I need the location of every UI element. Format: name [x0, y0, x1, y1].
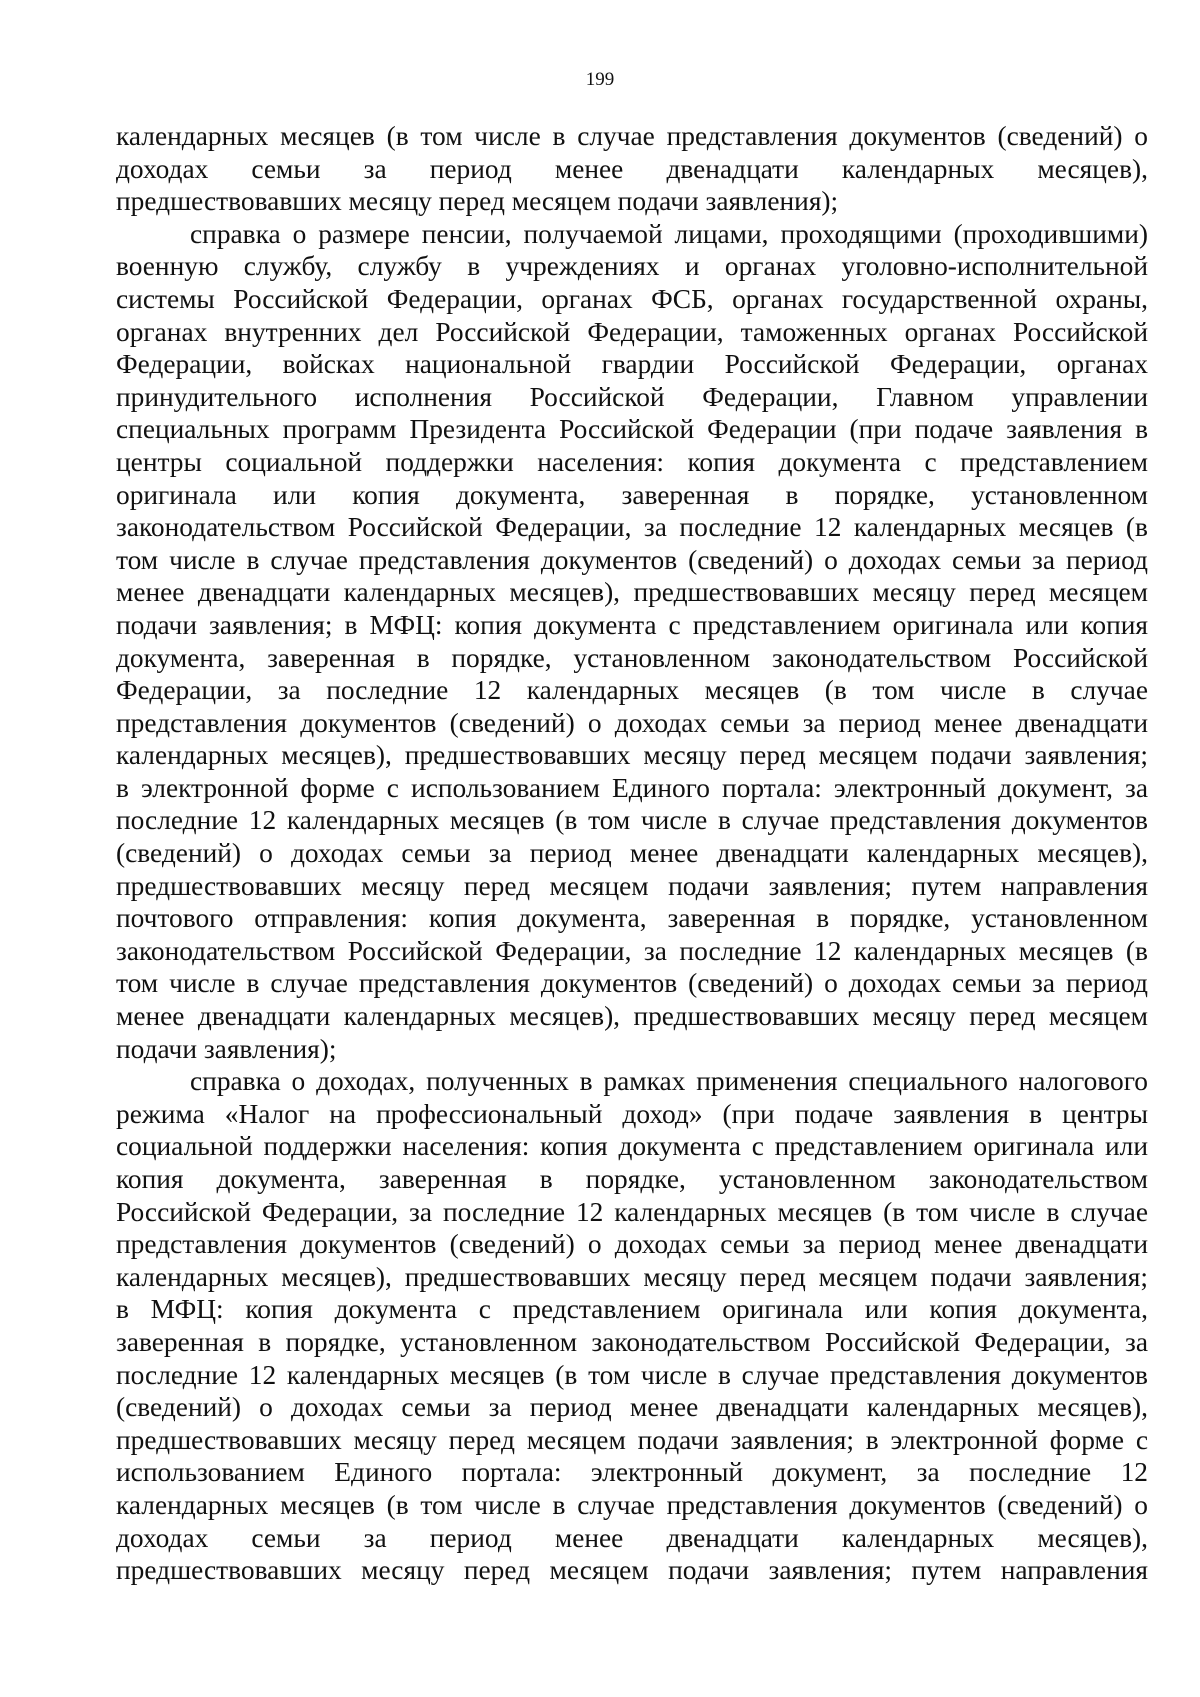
document-body	[116, 120, 1148, 1587]
text-line: менее двенадцати календарных месяцев), предшествовавших месяцу перед месяцем	[116, 577, 1148, 608]
text-line: справка о размере пенсии, получаемой лицами, проходящими (проходившими)	[190, 218, 1148, 249]
text-line: военную службу, службу в учреждениях и органах уголовно-исполнительной	[116, 251, 1148, 282]
text-line: принудительного исполнения Российской Федерации, Главном управлении	[116, 381, 1148, 412]
text-line: законодательством Российской Федерации, за последние 12 календарных месяцев (в	[116, 512, 1148, 543]
text-line: подачи заявления);	[116, 1033, 337, 1064]
text-line: доходах семьи за период менее двенадцати календарных месяцев),	[116, 1522, 1148, 1553]
paragraph-1	[116, 120, 1148, 218]
text-line: системы Российской Федерации, органах ФСБ, органах государственной охраны,	[116, 283, 1148, 314]
text-line: последние 12 календарных месяцев (в том числе в случае представления документов	[116, 805, 1148, 836]
text-line: календарных месяцев), предшествовавших месяцу перед месяцем подачи заявления;	[116, 1261, 1148, 1292]
text-line: доходах семьи за период менее двенадцати календарных месяцев),	[116, 153, 1148, 184]
text-line: заверенная в порядке, установленном законодательством Российской Федерации, за	[116, 1326, 1148, 1357]
text-line: законодательством Российской Федерации, за последние 12 календарных месяцев (в	[116, 935, 1148, 966]
text-line: центры социальной поддержки населения: копия документа с представлением	[116, 446, 1148, 477]
text-line: календарных месяцев (в том числе в случае представления документов (сведений) о	[116, 1489, 1148, 1520]
text-line: том числе в случае представления документов (сведений) о доходах семьи за период	[116, 544, 1148, 575]
text-line: Федерации, войсках национальной гвардии Российской Федерации, органах	[116, 349, 1148, 380]
text-line: представления документов (сведений) о доходах семьи за период менее двенадцати	[116, 707, 1148, 738]
text-line: календарных месяцев), предшествовавших месяцу перед месяцем подачи заявления;	[116, 740, 1148, 771]
text-line: представления документов (сведений) о доходах семьи за период менее двенадцати	[116, 1229, 1148, 1260]
text-line: предшествовавших месяцу перед месяцем подачи заявления);	[116, 186, 839, 217]
text-line: последние 12 календарных месяцев (в том числе в случае представления документов	[116, 1359, 1148, 1390]
text-line: предшествовавших месяцу перед месяцем подачи заявления; в электронной форме с	[116, 1424, 1148, 1455]
text-line: специальных программ Президента Российской Федерации (при подаче заявления в	[116, 414, 1148, 445]
text-line: Федерации, за последние 12 календарных месяцев (в том числе в случае	[116, 675, 1148, 706]
paragraph-2	[116, 218, 1148, 1065]
text-line: использованием Единого портала: электронный документ, за последние 12	[116, 1457, 1148, 1488]
text-line: оригинала или копия документа, заверенная в порядке, установленном	[116, 479, 1148, 510]
text-line: Российской Федерации, за последние 12 календарных месяцев (в том числе в случае	[116, 1196, 1148, 1227]
paragraph-3	[116, 1065, 1148, 1587]
text-line: менее двенадцати календарных месяцев), предшествовавших месяцу перед месяцем	[116, 1001, 1148, 1032]
text-line: подачи заявления; в МФЦ: копия документа с представлением оригинала или копия	[116, 609, 1148, 640]
page-number: 199	[585, 69, 615, 90]
text-line: в электронной форме с использованием Единого портала: электронный документ, за	[116, 772, 1148, 803]
text-line: календарных месяцев (в том числе в случае представления документов (сведений) о	[116, 121, 1148, 151]
text-line: органах внутренних дел Российской Федерации, таможенных органах Российской	[116, 316, 1148, 347]
text-line: режима «Налог на профессиональный доход» (при подаче заявления в центры	[116, 1098, 1148, 1129]
text-line: в МФЦ: копия документа с представлением оригинала или копия документа,	[116, 1294, 1148, 1325]
text-line: копия документа, заверенная в порядке, установленном законодательством	[116, 1164, 1148, 1194]
text-line: почтового отправления: копия документа, заверенная в порядке, установленном	[116, 903, 1148, 934]
text-line: (сведений) о доходах семьи за период менее двенадцати календарных месяцев),	[116, 1392, 1148, 1423]
text-line: том числе в случае представления документов (сведений) о доходах семьи за период	[116, 968, 1148, 999]
text-line: справка о доходах, полученных в рамках применения специального налогового	[190, 1066, 1148, 1097]
text-line: предшествовавших месяцу перед месяцем подачи заявления; путем направления	[116, 1555, 1148, 1586]
text-line: документа, заверенная в порядке, установленном законодательством Российской	[116, 642, 1148, 673]
text-line: (сведений) о доходах семьи за период менее двенадцати календарных месяцев),	[116, 838, 1148, 869]
text-line: социальной поддержки населения: копия документа с представлением оригинала или	[116, 1131, 1148, 1162]
text-line: предшествовавших месяцу перед месяцем подачи заявления; путем направления	[116, 870, 1148, 901]
